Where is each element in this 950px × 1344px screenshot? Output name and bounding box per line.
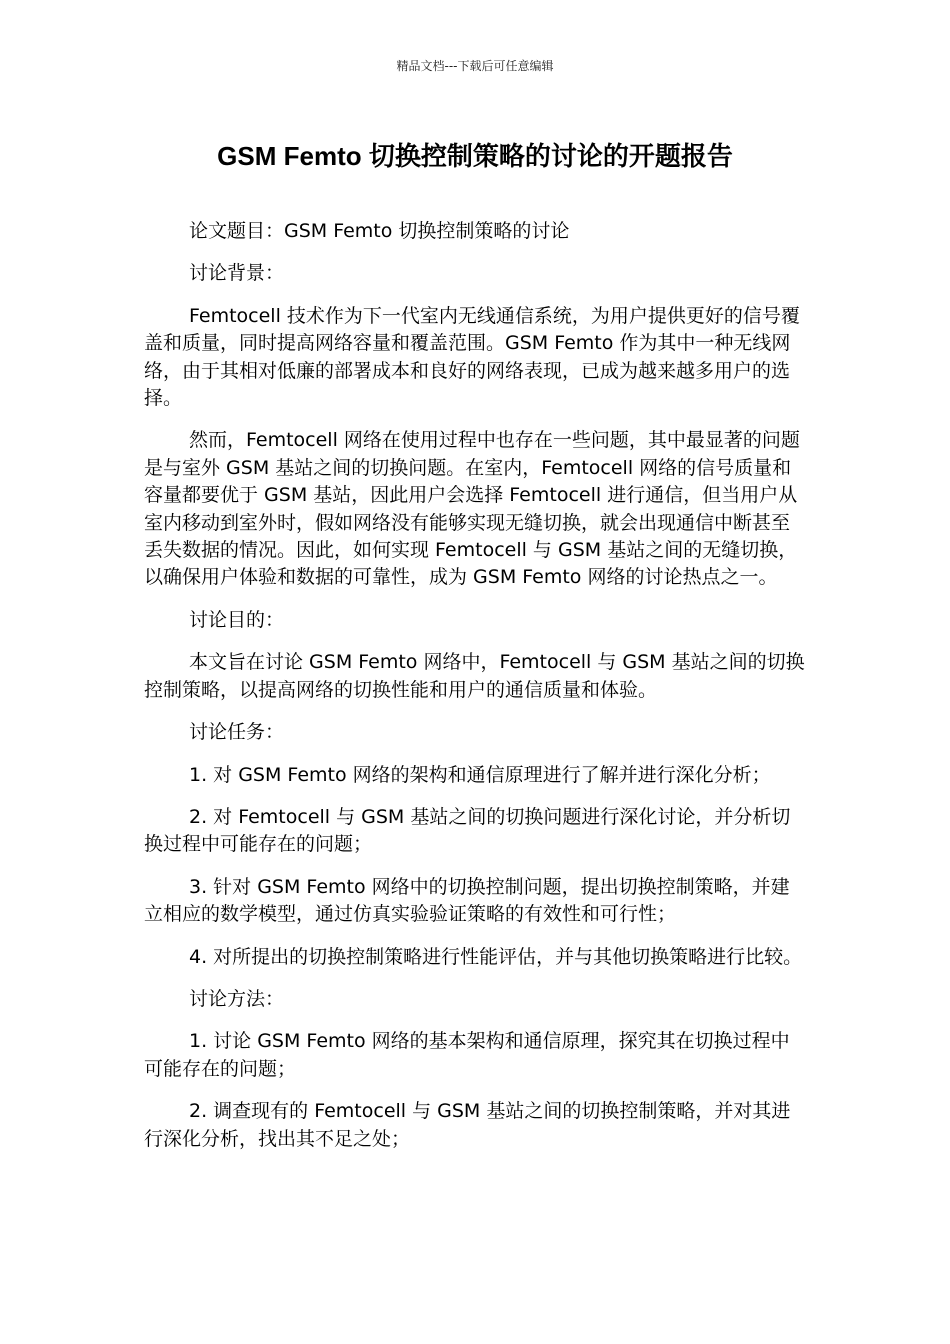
section-heading-background: 讨论背景： — [189, 262, 285, 285]
task-item-3: 3. 针对 GSM Femto 网络中的切换控制问题，提出切换控制策略，并建立相应的数学模型，通过仿真实验验证策略的有效性和可行性； — [144, 875, 790, 926]
page-header-watermark: 精品文档---下载后可任意编辑 — [396, 59, 554, 73]
background-paragraph-2: 然而，Femtocell 网络在使用过程中也存在一些问题，其中最显著的问题是与室外 GSM 基站之间的切换问题。在室内，Femtocell 网络的信号质量和容量都要优于 GSM 基站，因此用户会选择 Femtocell 进行通信，但当用户从室内移动到室外时，假如网络没有能够实现无缝切换，就会出现通信中断甚至丢失数据的情况。因此，如何实现 Femtocell 与 GSM 基站之间的无缝切换，以确保用户体验和数据的可靠性，成为 GSM Femto 网络的讨论热点之一。 — [144, 429, 800, 589]
task-item-1: 1. 对 GSM Femto 网络的架构和通信原理进行了解并进行深化分析； — [189, 763, 771, 786]
method-item-1: 1. 讨论 GSM Femto 网络的基本架构和通信原理，探究其在切换过程中可能存在的问题； — [144, 1030, 790, 1080]
section-heading-tasks: 讨论任务： — [189, 721, 285, 744]
document-body — [144, 218, 808, 1168]
section-heading-methods: 讨论方法： — [189, 987, 285, 1010]
paper-topic-line: 论文题目：GSM Femto 切换控制策略的讨论 — [189, 220, 570, 242]
section-heading-purpose: 讨论目的： — [189, 608, 285, 631]
method-item-2: 2. 调查现有的 Femtocell 与 GSM 基站之间的切换控制策略，并对其进行深化分析，找出其不足之处； — [144, 1100, 791, 1150]
task-item-4: 4. 对所提出的切换控制策略进行性能评估，并与其他切换策略进行比较。 — [189, 945, 803, 968]
background-paragraph-1: Femtocell 技术作为下一代室内无线通信系统，为用户提供更好的信号覆盖和质量，同时提高网络容量和覆盖范围。GSM Femto 作为其中一种无线网络，由于其相对低廉的部署成本和良好的网络表现，已成为越来越多用户的选择。 — [144, 304, 800, 410]
document-title: GSM Femto 切换控制策略的讨论的开题报告 — [217, 141, 733, 171]
purpose-paragraph: 本文旨在讨论 GSM Femto 网络中，Femtocell 与 GSM 基站之间的切换控制策略，以提高网络的切换性能和用户的通信质量和体验。 — [144, 651, 805, 701]
task-item-2: 2. 对 Femtocell 与 GSM 基站之间的切换问题进行深化讨论，并分析切换过程中可能存在的问题； — [144, 805, 791, 856]
